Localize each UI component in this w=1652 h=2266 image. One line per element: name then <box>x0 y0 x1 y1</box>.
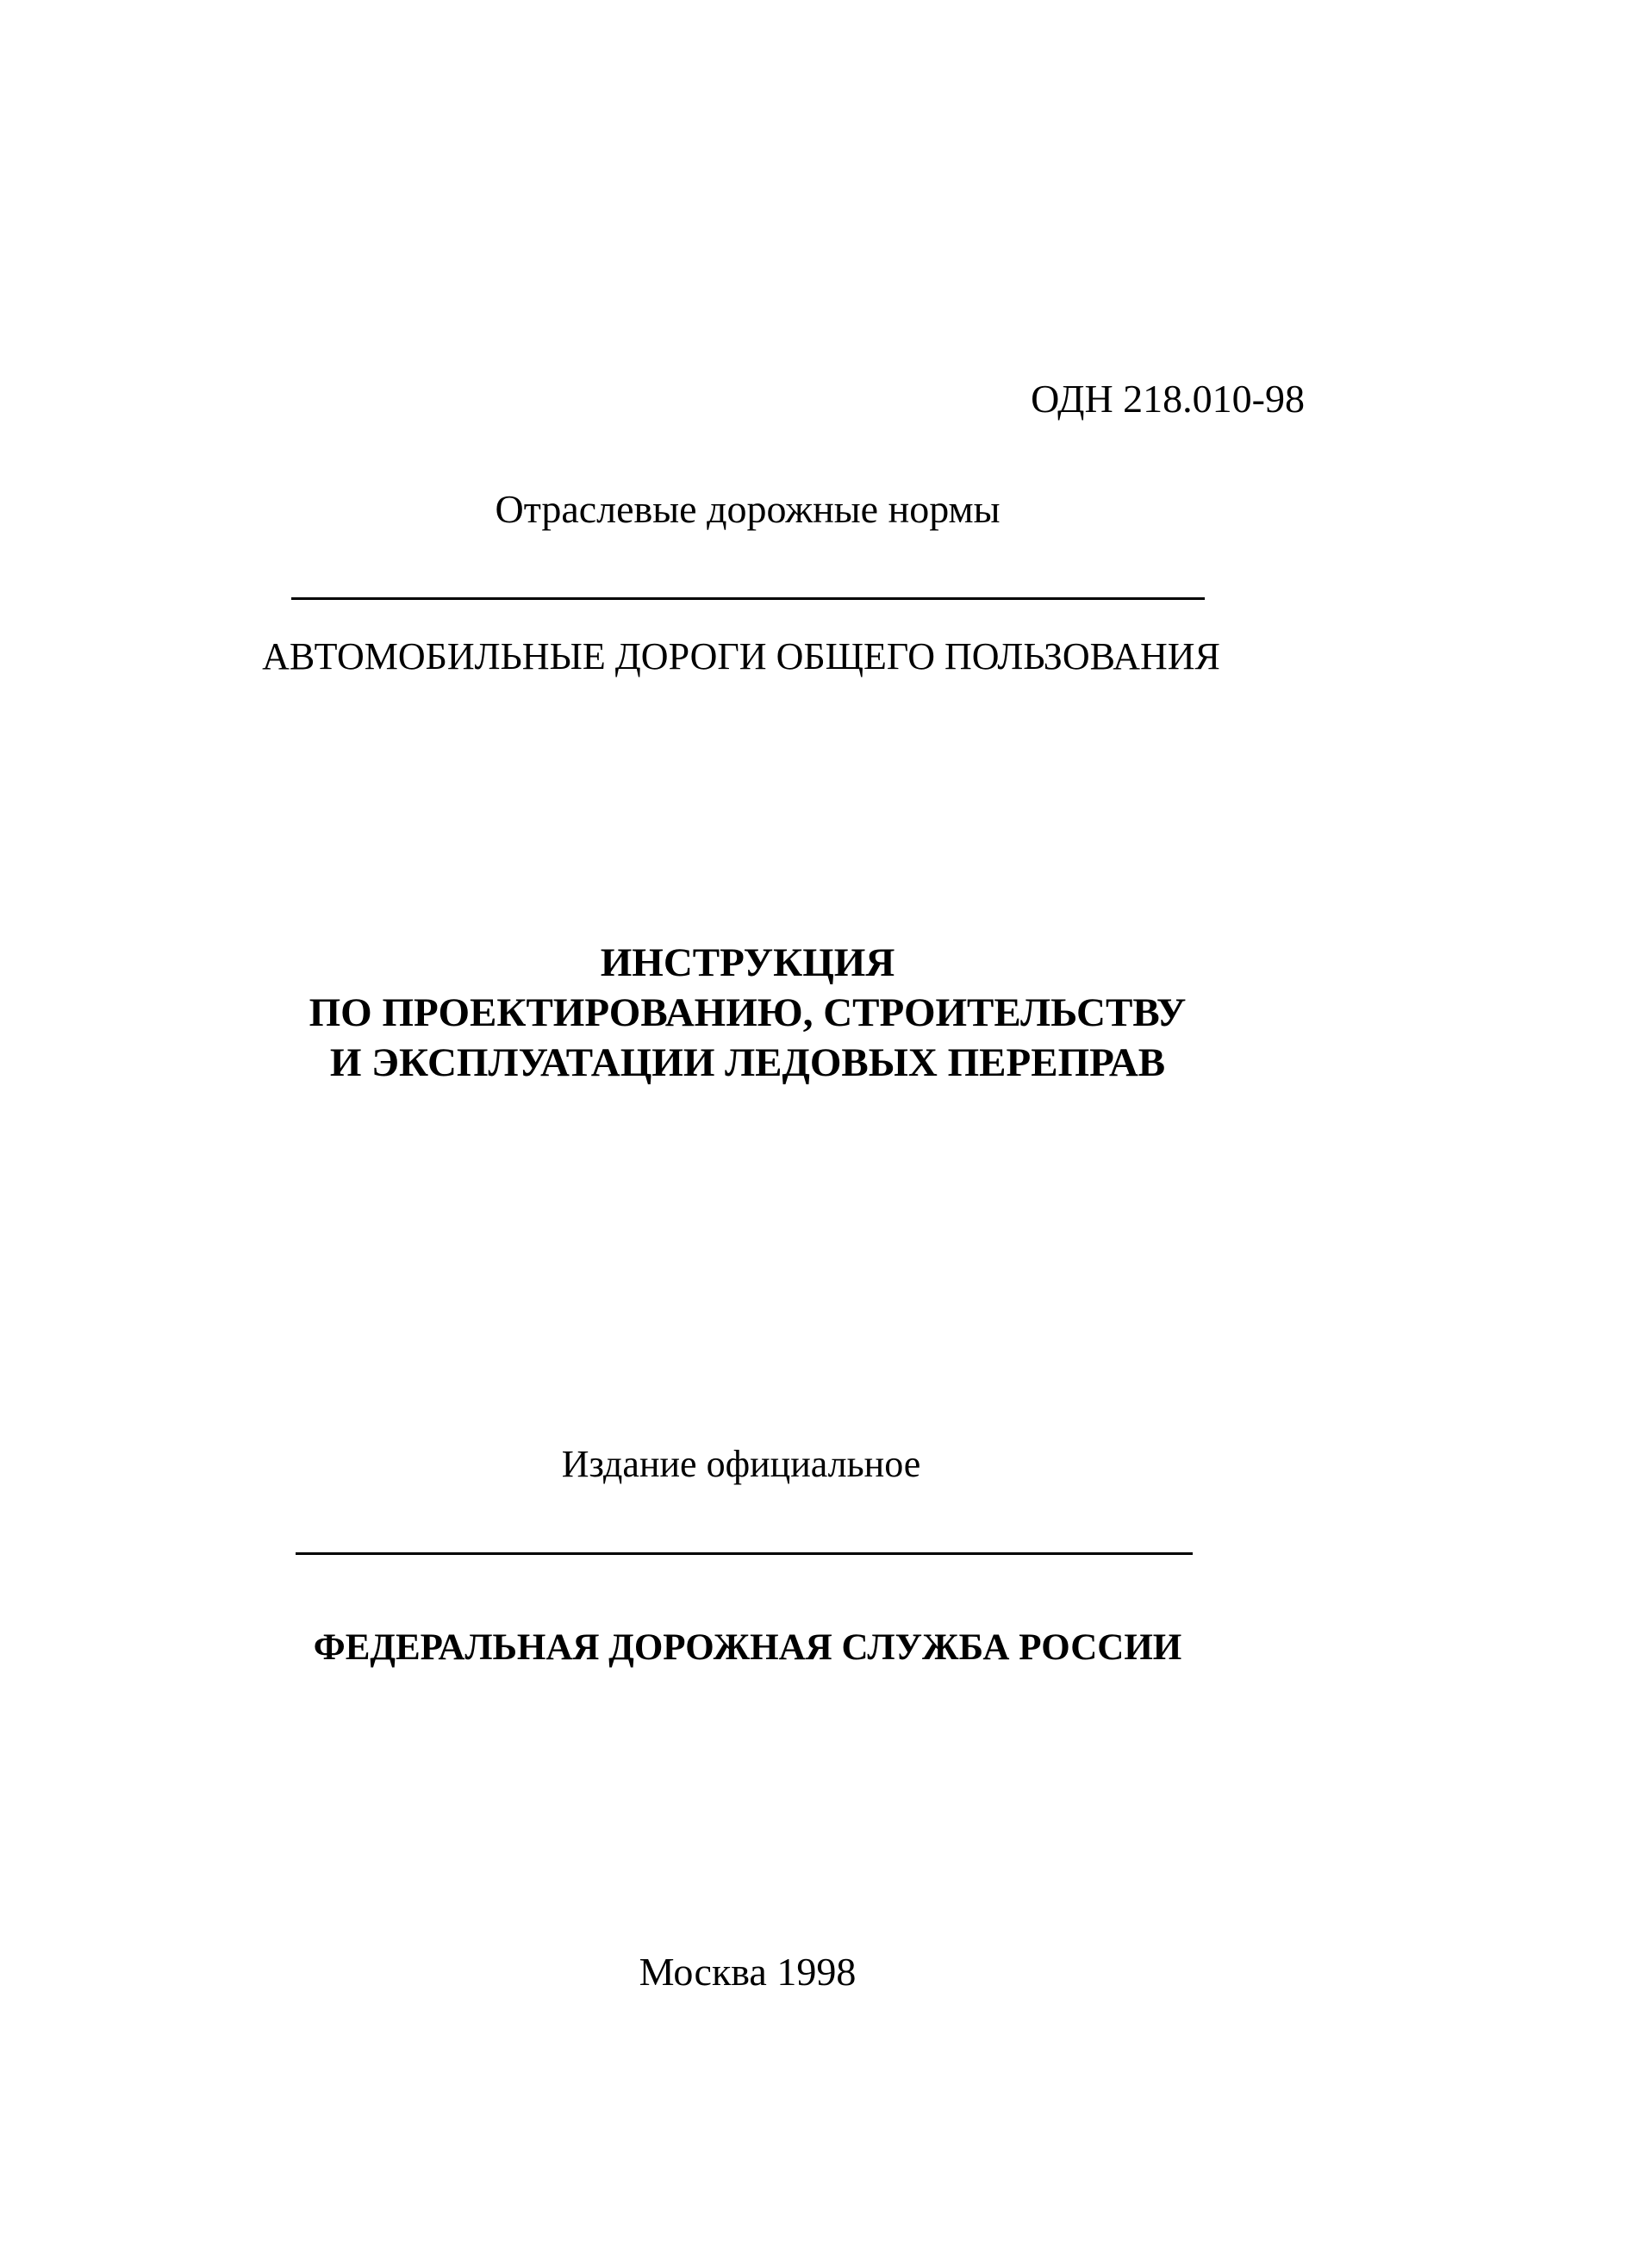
edition-label: Издание официальное <box>561 1443 921 1485</box>
title-line-2: ПО ПРОЕКТИРОВАНИЮ, СТРОИТЕЛЬСТВУ <box>309 990 1187 1035</box>
document-category: Отраслевые дорожные нормы <box>495 487 1001 531</box>
publisher: ФЕДЕРАЛЬНАЯ ДОРОЖНАЯ СЛУЖБА РОССИИ <box>313 1627 1182 1668</box>
place-and-year: Москва 1998 <box>639 1950 857 1994</box>
bottom-divider <box>296 1552 1193 1555</box>
document-subject: АВТОМОБИЛЬНЫЕ ДОРОГИ ОБЩЕГО ПОЛЬЗОВАНИЯ <box>262 635 1220 677</box>
document-title <box>0 938 1495 1088</box>
title-line-3: И ЭКСПЛУАТАЦИИ ЛЕДОВЫХ ПЕРЕПРАВ <box>329 1040 1166 1085</box>
document-code: ОДН 218.010-98 <box>1031 377 1305 421</box>
title-line-1: ИНСТРУКЦИЯ <box>600 940 895 985</box>
top-divider <box>291 597 1205 600</box>
